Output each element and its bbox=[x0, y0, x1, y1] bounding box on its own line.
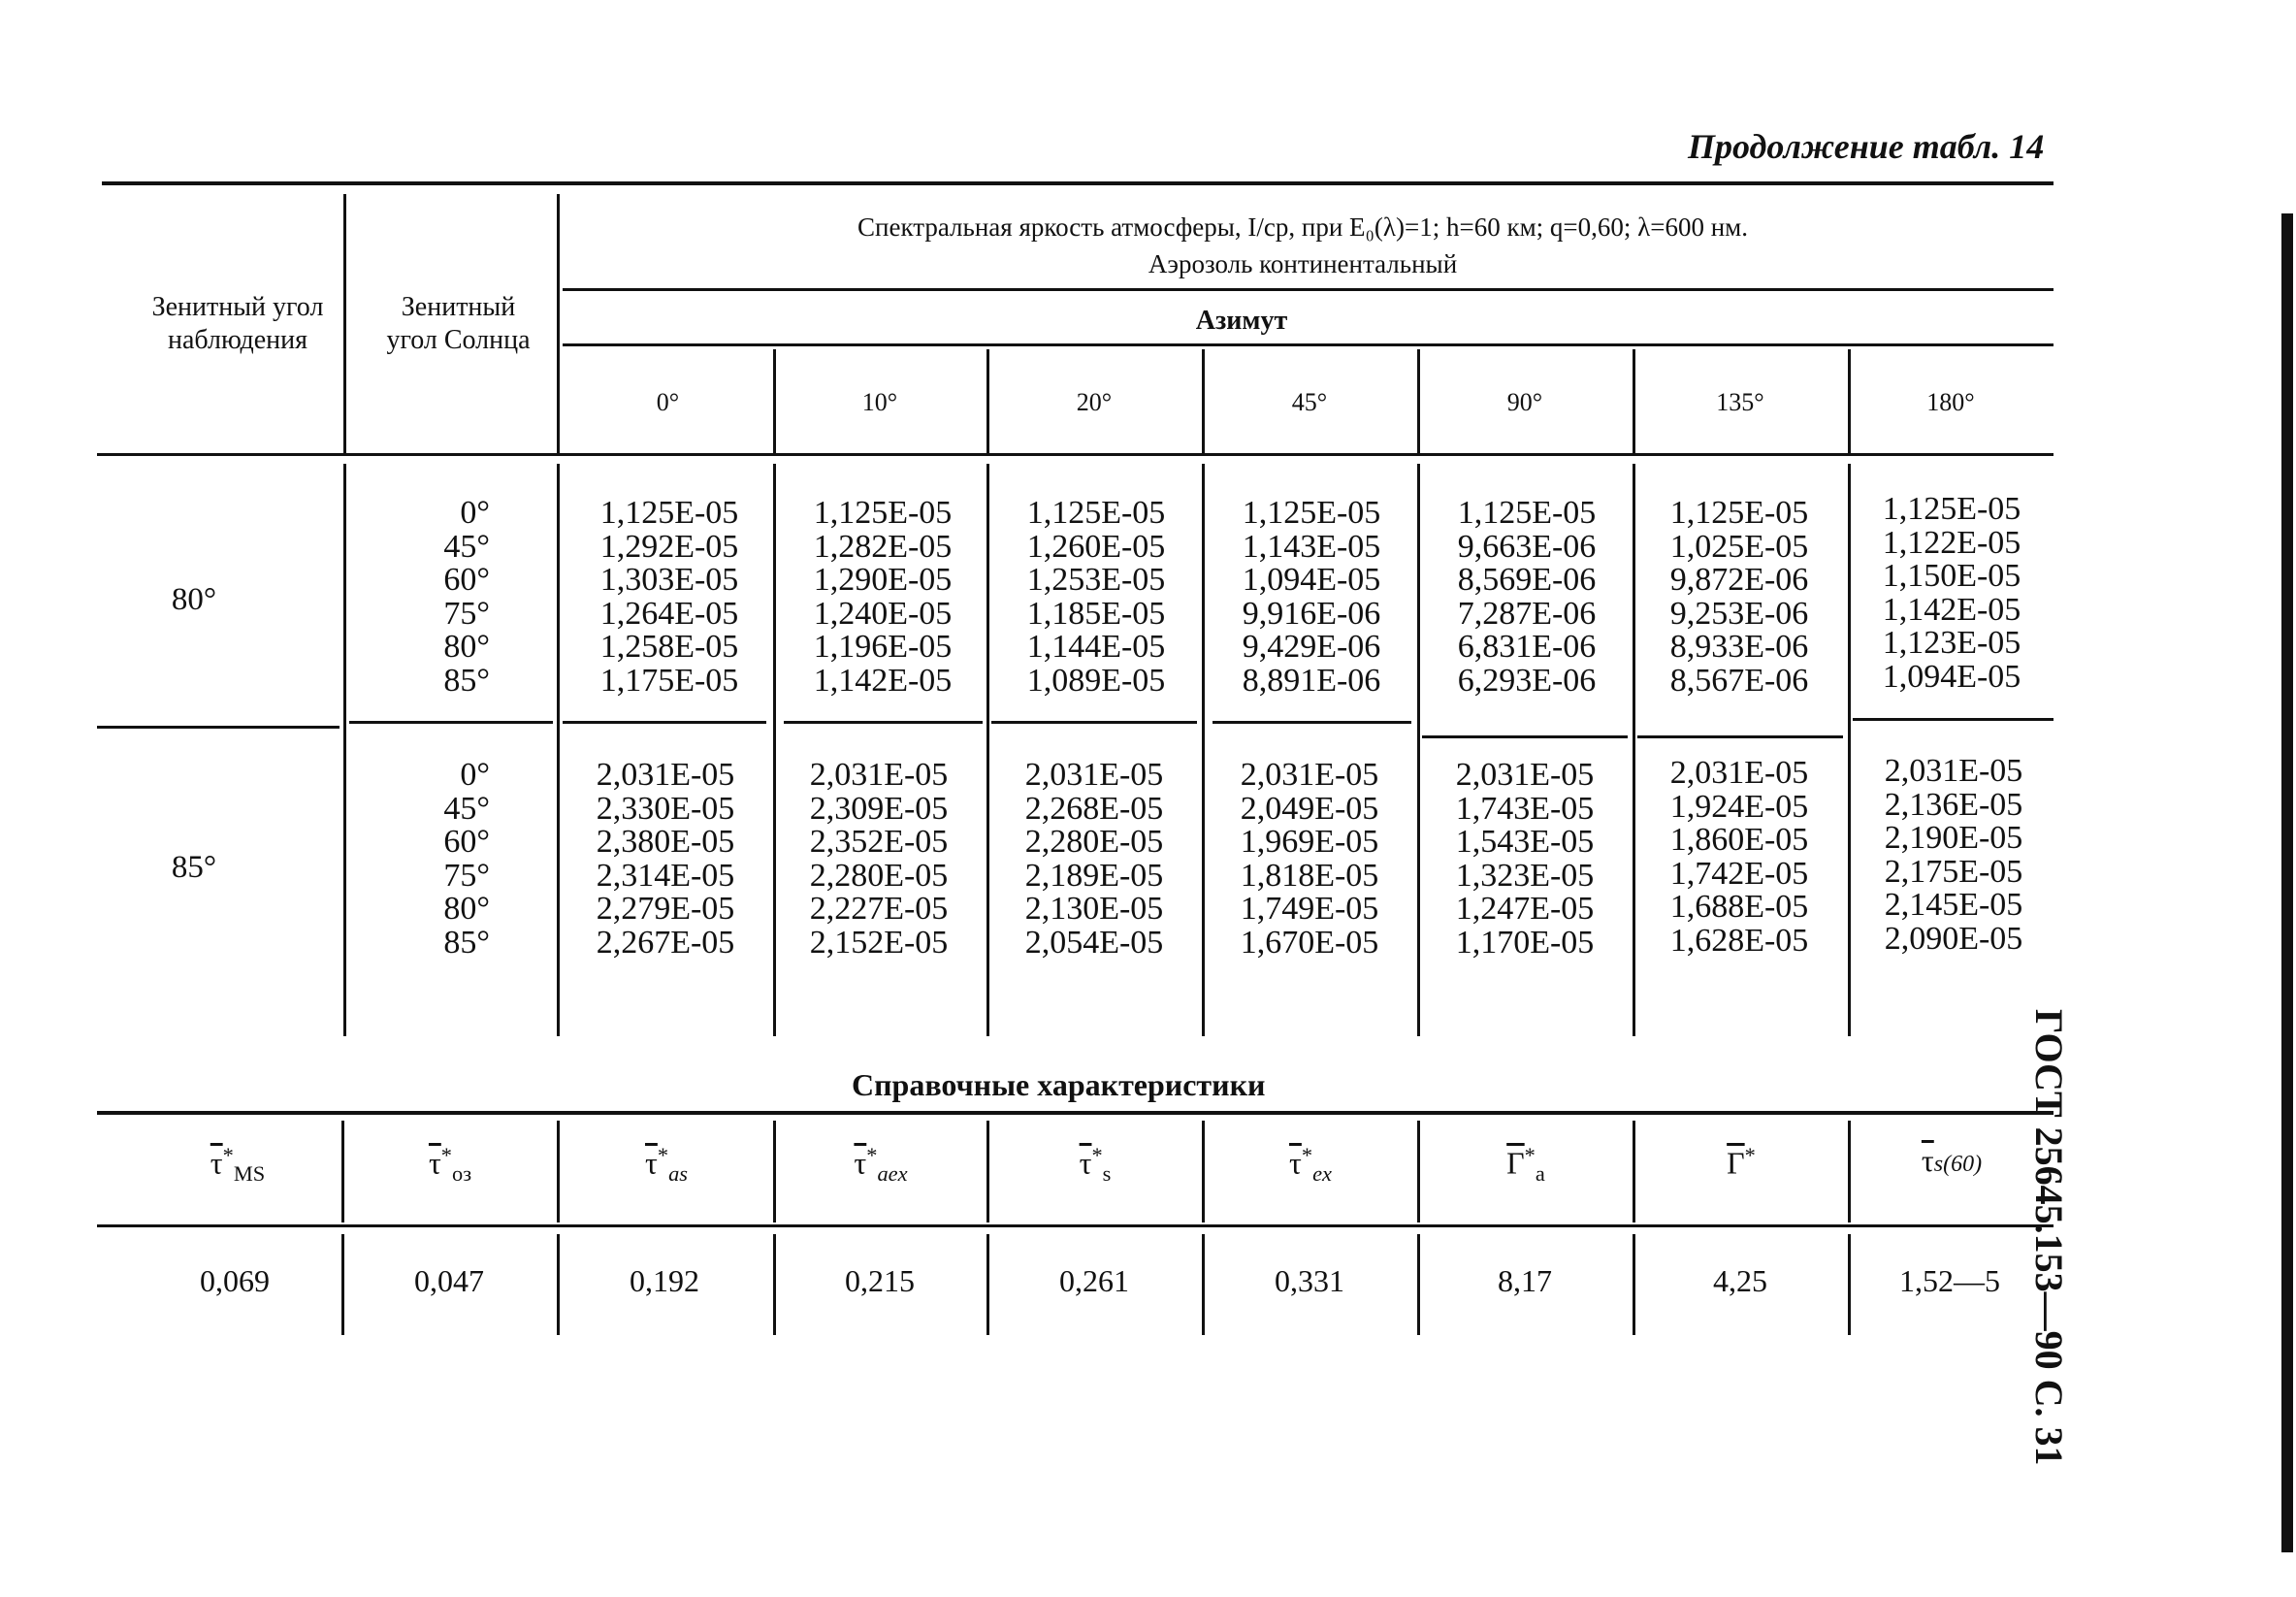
value-cell: 2,031E-05 bbox=[1669, 755, 1809, 791]
value-cell: 1,125E-05 bbox=[1026, 495, 1166, 531]
value-cell: 6,293E-06 bbox=[1457, 662, 1597, 699]
value-cell: 1,089E-05 bbox=[1026, 662, 1166, 699]
vline-az-3 bbox=[1202, 349, 1205, 453]
ref-header-tau-s60: $\overline{\tau}s(60)$ bbox=[1921, 1143, 1983, 1178]
value-cell: 1,142E-05 bbox=[1882, 591, 2021, 628]
value-cell: 6,831E-06 bbox=[1457, 629, 1597, 665]
spectral-caption bbox=[561, 209, 2045, 282]
value-cell: 2,189E-05 bbox=[1024, 857, 1164, 894]
value-cell: 9,916E-06 bbox=[1242, 595, 1381, 632]
value-cell: 1,196E-05 bbox=[813, 629, 953, 665]
value-cell: 2,090E-05 bbox=[1884, 920, 2023, 957]
value-cell: 1,924E-05 bbox=[1669, 788, 1809, 825]
vline-az-6 bbox=[1848, 349, 1851, 453]
value-cell: 1,743E-05 bbox=[1455, 790, 1595, 827]
value-cell: 2,031E-05 bbox=[1024, 757, 1164, 793]
vline-az-4 bbox=[1417, 349, 1420, 453]
value-cell: 1,170E-05 bbox=[1455, 924, 1595, 961]
value-cell: 2,280E-05 bbox=[809, 857, 949, 894]
sun-angle: 75° bbox=[443, 595, 490, 632]
value-cell: 1,125E-05 bbox=[1669, 495, 1809, 531]
value-cell: 2,175E-05 bbox=[1884, 853, 2023, 890]
sun-angle: 45° bbox=[443, 790, 490, 827]
value-cell: 1,688E-05 bbox=[1669, 889, 1809, 925]
value-cell: 1,260E-05 bbox=[1026, 528, 1166, 565]
vline-body-1 bbox=[343, 464, 346, 1036]
vline-header-1 bbox=[343, 194, 346, 453]
value-cell: 1,125E-05 bbox=[1457, 495, 1597, 531]
obs-angle-80: 80° bbox=[171, 582, 217, 617]
value-cell: 1,025E-05 bbox=[1669, 528, 1809, 565]
group-sep-a bbox=[97, 726, 340, 729]
side-gost-label: ГОСТ 25645.153—90 С. 31 bbox=[2027, 1009, 2071, 1466]
value-cell: 1,282E-05 bbox=[813, 528, 953, 565]
azimuth-45: 45° bbox=[1291, 388, 1328, 416]
vline-az-1 bbox=[773, 349, 776, 453]
value-cell: 2,279E-05 bbox=[596, 891, 735, 927]
value-cell: 2,049E-05 bbox=[1240, 790, 1379, 827]
values-g1-az135 bbox=[1633, 497, 1846, 698]
azimuth-0: 0° bbox=[656, 388, 680, 416]
sun-angle: 60° bbox=[443, 562, 490, 598]
value-cell: 1,125E-05 bbox=[1882, 491, 2021, 527]
vline-header-2 bbox=[557, 194, 560, 453]
value-cell: 2,152E-05 bbox=[809, 924, 949, 961]
ref-value: 0,192 bbox=[630, 1263, 699, 1298]
azimuth-135: 135° bbox=[1716, 388, 1764, 416]
header-sun-angle: Зенитный угол Солнца bbox=[386, 292, 531, 355]
value-cell: 1,144E-05 bbox=[1026, 629, 1166, 665]
ref-value: 0,069 bbox=[200, 1263, 270, 1298]
value-cell: 8,933E-06 bbox=[1669, 629, 1809, 665]
ref-value: 1,52—5 bbox=[1899, 1263, 2000, 1298]
group-sep-i bbox=[1853, 718, 2053, 721]
value-cell: 1,094E-05 bbox=[1242, 562, 1381, 598]
ref-value: 0,215 bbox=[845, 1263, 915, 1298]
ref-value: 0,331 bbox=[1275, 1263, 1344, 1298]
spectral-caption-line2: Аэрозоль континентальный bbox=[1148, 249, 1458, 278]
ref-header-gamma: Г* bbox=[1727, 1143, 1756, 1181]
value-cell: 9,663E-06 bbox=[1457, 528, 1597, 565]
value-cell: 2,031E-05 bbox=[809, 757, 949, 793]
value-cell: 2,031E-05 bbox=[1455, 757, 1595, 793]
spectral-caption-line1: Спектральная яркость атмосферы, I/ср, при E₀(λ)=1; h=60 км; q=0,60; λ=600 нм. bbox=[857, 212, 1748, 242]
value-cell: 9,429E-06 bbox=[1242, 629, 1381, 665]
value-cell: 1,860E-05 bbox=[1669, 822, 1809, 858]
sun-angle: 60° bbox=[443, 824, 490, 860]
value-cell: 1,094E-05 bbox=[1882, 658, 2021, 695]
header-bottom-rule bbox=[97, 453, 2053, 456]
value-cell: 1,969E-05 bbox=[1240, 824, 1379, 860]
values-g1-az45 bbox=[1205, 497, 1418, 698]
ref-header-tau-as: $\overline{\tau}^*_{as}$ bbox=[645, 1143, 688, 1187]
value-cell: 1,749E-05 bbox=[1240, 891, 1379, 927]
sun-angle: 85° bbox=[443, 924, 490, 961]
value-cell: 1,670E-05 bbox=[1240, 924, 1379, 961]
ref-value: 0,261 bbox=[1059, 1263, 1129, 1298]
value-cell: 2,031E-05 bbox=[1884, 753, 2023, 789]
ref-header-tau-ex: $\overline{\tau}^*_{ex}$ bbox=[1289, 1143, 1332, 1187]
value-cell: 8,891E-06 bbox=[1242, 662, 1381, 699]
value-cell: 1,290E-05 bbox=[813, 562, 953, 598]
value-cell: 1,264E-05 bbox=[599, 595, 739, 632]
azimuth-header: Азимут bbox=[1195, 306, 1288, 336]
value-cell: 2,352E-05 bbox=[809, 824, 949, 860]
value-cell: 2,330E-05 bbox=[596, 790, 735, 827]
value-cell: 1,258E-05 bbox=[599, 629, 739, 665]
ref-top-rule bbox=[97, 1111, 2053, 1115]
value-cell: 9,253E-06 bbox=[1669, 595, 1809, 632]
sun-angle: 75° bbox=[443, 857, 490, 894]
value-cell: 2,136E-05 bbox=[1884, 786, 2023, 823]
value-cell: 1,292E-05 bbox=[599, 528, 739, 565]
azimuth-10: 10° bbox=[861, 388, 898, 416]
value-cell: 1,125E-05 bbox=[813, 495, 953, 531]
reference-title: Справочные характеристики bbox=[852, 1067, 1266, 1102]
ref-header-tau-s: $\overline{\tau}^*_s$ bbox=[1079, 1143, 1112, 1187]
value-cell: 2,031E-05 bbox=[596, 757, 735, 793]
group-sep-e bbox=[991, 721, 1197, 724]
value-cell: 2,280E-05 bbox=[1024, 824, 1164, 860]
values-g2-az45 bbox=[1203, 759, 1416, 960]
continuation-title: Продолжение табл. 14 bbox=[1688, 127, 2045, 166]
group-sep-b bbox=[349, 721, 553, 724]
values-g1-az90 bbox=[1420, 497, 1633, 698]
page-edge-bar bbox=[2281, 213, 2293, 1552]
value-cell: 1,150E-05 bbox=[1882, 558, 2021, 594]
values-g1-az180 bbox=[1845, 493, 2058, 694]
values-g1-az20 bbox=[989, 497, 1203, 698]
value-cell: 2,309E-05 bbox=[809, 790, 949, 827]
obs-angle-85: 85° bbox=[171, 850, 217, 885]
value-cell: 2,268E-05 bbox=[1024, 790, 1164, 827]
sun-angles-group1 bbox=[393, 497, 490, 698]
value-cell: 1,303E-05 bbox=[599, 562, 739, 598]
value-cell: 1,543E-05 bbox=[1455, 824, 1595, 860]
values-g1-az10 bbox=[776, 497, 989, 698]
ref-header-tau-oz: $\overline{\tau}^*_{оз}$ bbox=[428, 1143, 472, 1187]
value-cell: 1,240E-05 bbox=[813, 595, 953, 632]
group-sep-g bbox=[1422, 735, 1628, 738]
value-cell: 1,818E-05 bbox=[1240, 857, 1379, 894]
ref-vline bbox=[557, 1121, 560, 1222]
value-cell: 2,190E-05 bbox=[1884, 820, 2023, 856]
value-cell: 9,872E-06 bbox=[1669, 562, 1809, 598]
value-cell: 7,287E-06 bbox=[1457, 595, 1597, 632]
value-cell: 1,247E-05 bbox=[1455, 891, 1595, 927]
value-cell: 2,314E-05 bbox=[596, 857, 735, 894]
top-rule bbox=[102, 181, 2053, 185]
sun-angle: 85° bbox=[443, 662, 490, 699]
ref-value: 0,047 bbox=[414, 1263, 484, 1298]
group-sep-f bbox=[1213, 721, 1411, 724]
header-obs-angle: Зенитный угол наблюдения bbox=[151, 292, 324, 355]
values-g2-az10 bbox=[772, 759, 986, 960]
value-cell: 2,380E-05 bbox=[596, 824, 735, 860]
sun-angle: 80° bbox=[443, 891, 490, 927]
value-cell: 1,122E-05 bbox=[1882, 524, 2021, 561]
value-cell: 8,569E-06 bbox=[1457, 562, 1597, 598]
values-g2-az0 bbox=[559, 759, 772, 960]
value-cell: 1,185E-05 bbox=[1026, 595, 1166, 632]
value-cell: 1,123E-05 bbox=[1882, 625, 2021, 661]
values-g2-az135 bbox=[1633, 757, 1846, 958]
ref-value: 8,17 bbox=[1498, 1263, 1552, 1298]
vline-az-5 bbox=[1633, 349, 1635, 453]
value-cell: 2,031E-05 bbox=[1240, 757, 1379, 793]
rule-under-caption bbox=[563, 288, 2053, 291]
values-g2-az20 bbox=[987, 759, 1201, 960]
sun-angle: 0° bbox=[460, 495, 490, 531]
values-g2-az180 bbox=[1847, 755, 2060, 956]
value-cell: 1,175E-05 bbox=[599, 662, 739, 699]
value-cell: 8,567E-06 bbox=[1669, 662, 1809, 699]
values-g1-az0 bbox=[563, 497, 776, 698]
value-cell: 2,130E-05 bbox=[1024, 891, 1164, 927]
value-cell: 1,142E-05 bbox=[813, 662, 953, 699]
azimuth-180: 180° bbox=[1926, 388, 1975, 416]
rule-under-azimuth bbox=[563, 343, 2053, 346]
azimuth-90: 90° bbox=[1506, 388, 1543, 416]
ref-header-tau-aex: $\overline{\tau}^*_{aex}$ bbox=[854, 1143, 908, 1187]
value-cell: 2,145E-05 bbox=[1884, 887, 2023, 923]
ref-value: 4,25 bbox=[1713, 1263, 1767, 1298]
sun-angle: 45° bbox=[443, 528, 490, 565]
value-cell: 1,143E-05 bbox=[1242, 528, 1381, 565]
value-cell: 1,742E-05 bbox=[1669, 855, 1809, 892]
value-cell: 1,628E-05 bbox=[1669, 922, 1809, 959]
value-cell: 2,227E-05 bbox=[809, 891, 949, 927]
group-sep-c bbox=[563, 721, 766, 724]
sun-angle: 0° bbox=[460, 757, 490, 793]
value-cell: 1,323E-05 bbox=[1455, 857, 1595, 894]
group-sep-h bbox=[1637, 735, 1843, 738]
value-cell: 2,054E-05 bbox=[1024, 924, 1164, 961]
value-cell: 2,267E-05 bbox=[596, 924, 735, 961]
ref-header-tau-ms: $\overline{\tau}^*_{MS}$ bbox=[210, 1143, 266, 1187]
group-sep-d bbox=[784, 721, 983, 724]
vline-az-2 bbox=[986, 349, 989, 453]
ref-mid-rule bbox=[97, 1224, 2053, 1227]
value-cell: 1,125E-05 bbox=[1242, 495, 1381, 531]
sun-angle: 80° bbox=[443, 629, 490, 665]
values-g2-az90 bbox=[1418, 759, 1632, 960]
ref-header-gamma-a: $Г^*_a$ bbox=[1506, 1143, 1545, 1187]
value-cell: 1,253E-05 bbox=[1026, 562, 1166, 598]
azimuth-20: 20° bbox=[1076, 388, 1113, 416]
value-cell: 1,125E-05 bbox=[599, 495, 739, 531]
sun-angles-group2 bbox=[393, 759, 490, 960]
